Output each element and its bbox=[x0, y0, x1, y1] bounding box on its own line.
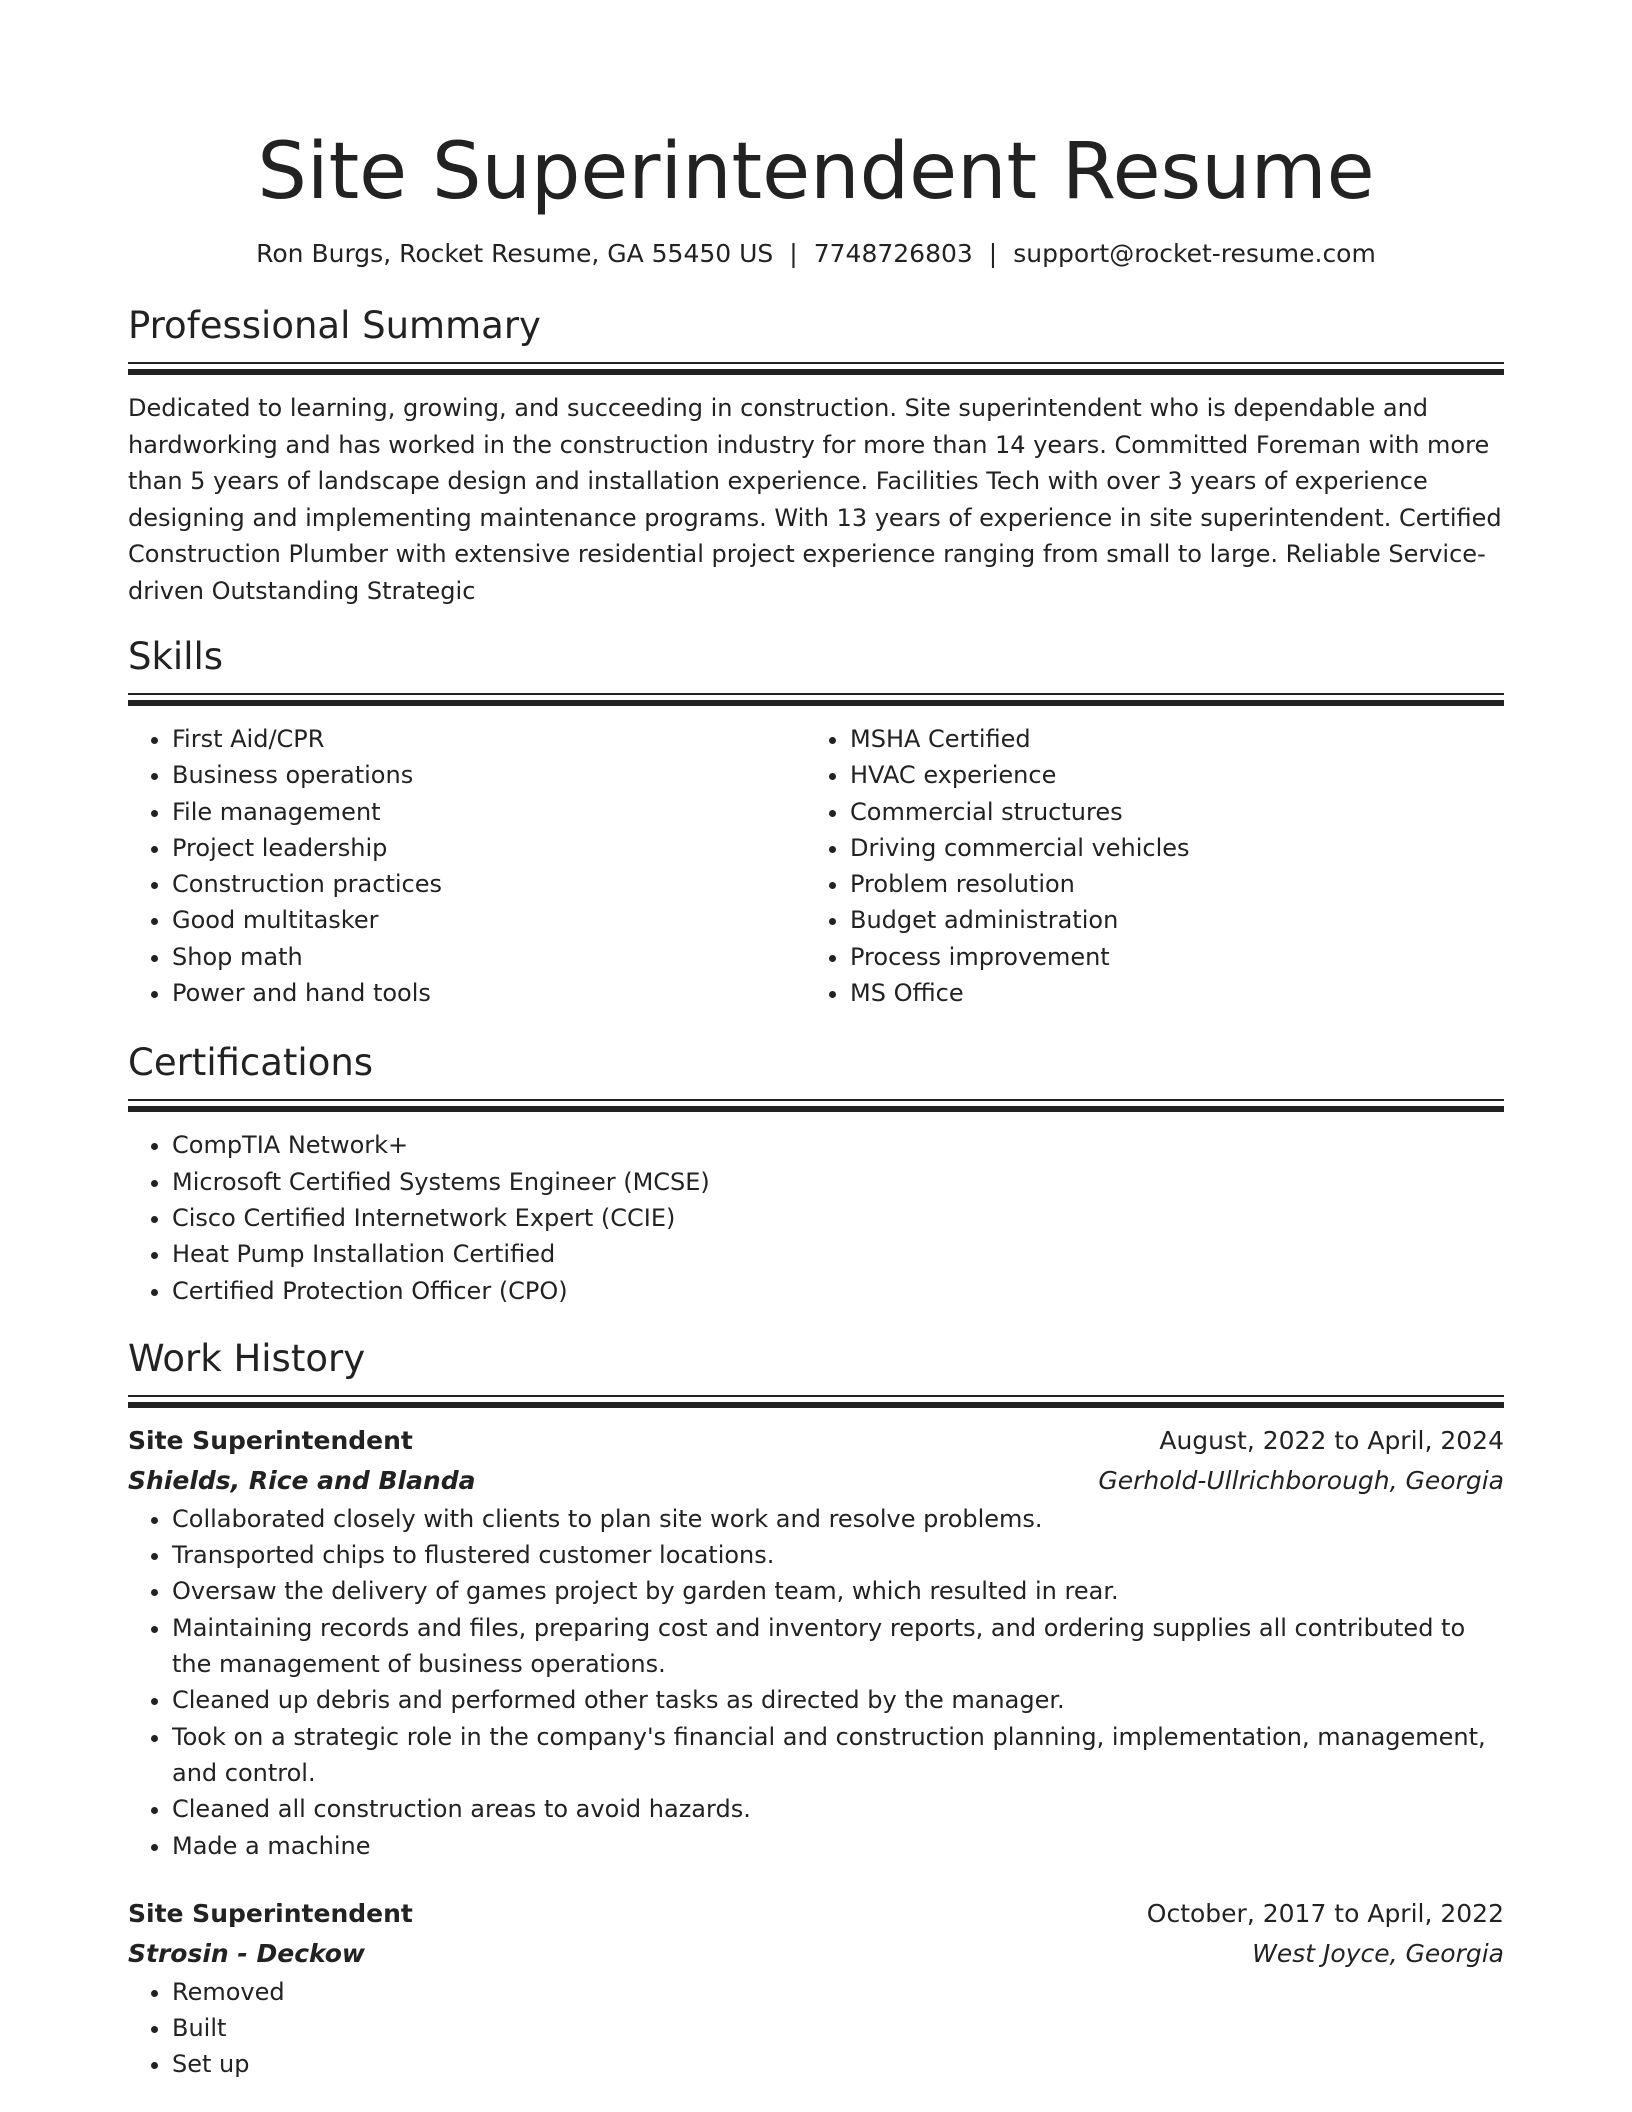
contact-email: support@rocket-resume.com bbox=[1013, 239, 1376, 268]
job-entry bbox=[128, 1894, 1504, 2083]
skill-item: • Process improvement bbox=[850, 939, 1484, 975]
skill-item: • HVAC experience bbox=[850, 757, 1484, 793]
job-duties-list bbox=[128, 1501, 1504, 1864]
job-header bbox=[128, 1894, 1504, 1934]
job-duty: • Oversaw the delivery of games project by garden team, which resulted in rear. bbox=[172, 1573, 1504, 1609]
skills-section bbox=[128, 633, 1504, 1011]
job-duty: • Cleaned all construction areas to avoid hazards. bbox=[172, 1791, 1504, 1827]
job-duty: • Took on a strategic role in the company's financial and construction planning, implementation, management, and control. bbox=[172, 1719, 1504, 1792]
work-history-section bbox=[128, 1335, 1504, 2083]
job-title: Site Superintendent bbox=[128, 1425, 413, 1455]
certifications-section bbox=[128, 1039, 1504, 1308]
resume-page bbox=[128, 0, 1504, 2083]
skill-item: • Problem resolution bbox=[850, 866, 1484, 902]
skills-grid bbox=[128, 721, 1504, 1011]
skill-item: • Construction practices bbox=[172, 866, 806, 902]
section-divider bbox=[128, 1395, 1504, 1409]
skill-item: • Budget administration bbox=[850, 902, 1484, 938]
skill-item: • Business operations bbox=[172, 757, 806, 793]
resume-title: Site Superintendent Resume bbox=[257, 127, 1375, 217]
job-entry bbox=[128, 1421, 1504, 1864]
section-divider bbox=[128, 1099, 1504, 1113]
job-duty: • Made a machine bbox=[172, 1828, 1504, 1864]
section-divider bbox=[128, 362, 1504, 376]
job-duty: • Built bbox=[172, 2010, 1504, 2046]
contact-address: Ron Burgs, Rocket Resume, GA 55450 US bbox=[256, 239, 774, 268]
job-company: Shields, Rice and Blanda bbox=[128, 1465, 476, 1495]
skill-item: • File management bbox=[172, 794, 806, 830]
contact-separator: | bbox=[988, 239, 998, 268]
job-location: Gerhold-Ullrichborough, Georgia bbox=[1098, 1465, 1504, 1495]
skill-item: • Power and hand tools bbox=[172, 975, 806, 1011]
job-company: Strosin - Deckow bbox=[128, 1938, 366, 1968]
certification-item: • Heat Pump Installation Certified bbox=[172, 1236, 1504, 1272]
work-history-heading: Work History bbox=[128, 1336, 366, 1380]
job-duty: • Collaborated closely with clients to plan site work and resolve problems. bbox=[172, 1501, 1504, 1537]
job-duty: • Removed bbox=[172, 1974, 1504, 2010]
job-duties-list bbox=[128, 1974, 1504, 2083]
summary-section bbox=[128, 302, 1504, 609]
skill-item: • Shop math bbox=[172, 939, 806, 975]
certification-item: • CompTIA Network+ bbox=[172, 1127, 1504, 1163]
summary-text: Dedicated to learning, growing, and succeeding in construction. Site superintendent who is dependable and hardworking and has worked in the construction industry for more than 14 years. Committed Foreman with more than 5 years of landscape design and installation experience. Facilities Tech with over 3 years of experience designing and implementing maintenance programs. With 13 years of experience in site superintendent. Certified Construction Plumber with extensive residential project experience ranging from small to large. Reliable Service-driven Outstanding Strategic bbox=[128, 394, 1502, 605]
skill-item: • MS Office bbox=[850, 975, 1484, 1011]
skills-list-right bbox=[806, 721, 1484, 1011]
certifications-heading: Certifications bbox=[128, 1041, 374, 1085]
skills-heading: Skills bbox=[128, 635, 224, 678]
certifications-list bbox=[128, 1127, 1504, 1308]
section-divider bbox=[128, 693, 1504, 707]
skill-item: • Commercial structures bbox=[850, 794, 1484, 830]
contact-separator: | bbox=[789, 239, 798, 268]
skills-list-left bbox=[128, 721, 806, 1011]
skills-column-left bbox=[128, 721, 806, 1011]
skill-item: • Project leadership bbox=[172, 830, 806, 866]
certification-item: • Cisco Certified Internetwork Expert (CCIE) bbox=[172, 1200, 1504, 1236]
certification-item: • Microsoft Certified Systems Engineer (MCSE) bbox=[172, 1164, 1504, 1200]
job-dates: October, 2017 to April, 2022 bbox=[1146, 1898, 1504, 1928]
contact-phone: 7748726803 bbox=[813, 239, 973, 268]
job-duty: • Set up bbox=[172, 2046, 1504, 2082]
skill-item: • Driving commercial vehicles bbox=[850, 830, 1484, 866]
job-subheader bbox=[128, 1934, 1504, 1974]
skill-item: • First Aid/CPR bbox=[172, 721, 806, 757]
job-dates: August, 2022 to April, 2024 bbox=[1159, 1425, 1504, 1455]
job-duty: • Transported chips to flustered customer locations. bbox=[172, 1537, 1504, 1573]
summary-heading: Professional Summary bbox=[128, 304, 541, 347]
skill-item: • MSHA Certified bbox=[850, 721, 1484, 757]
skills-column-right bbox=[806, 721, 1484, 1011]
contact-line bbox=[128, 238, 1504, 270]
job-location: West Joyce, Georgia bbox=[1252, 1938, 1504, 1968]
job-duty: • Cleaned up debris and performed other tasks as directed by the manager. bbox=[172, 1682, 1504, 1718]
certification-item: • Certified Protection Officer (CPO) bbox=[172, 1273, 1504, 1309]
job-duty: • Maintaining records and files, preparing cost and inventory reports, and ordering supplies all contributed to the management of business operations. bbox=[172, 1610, 1504, 1683]
job-title: Site Superintendent bbox=[128, 1898, 413, 1928]
job-subheader bbox=[128, 1461, 1504, 1501]
job-header bbox=[128, 1421, 1504, 1461]
skill-item: • Good multitasker bbox=[172, 902, 806, 938]
